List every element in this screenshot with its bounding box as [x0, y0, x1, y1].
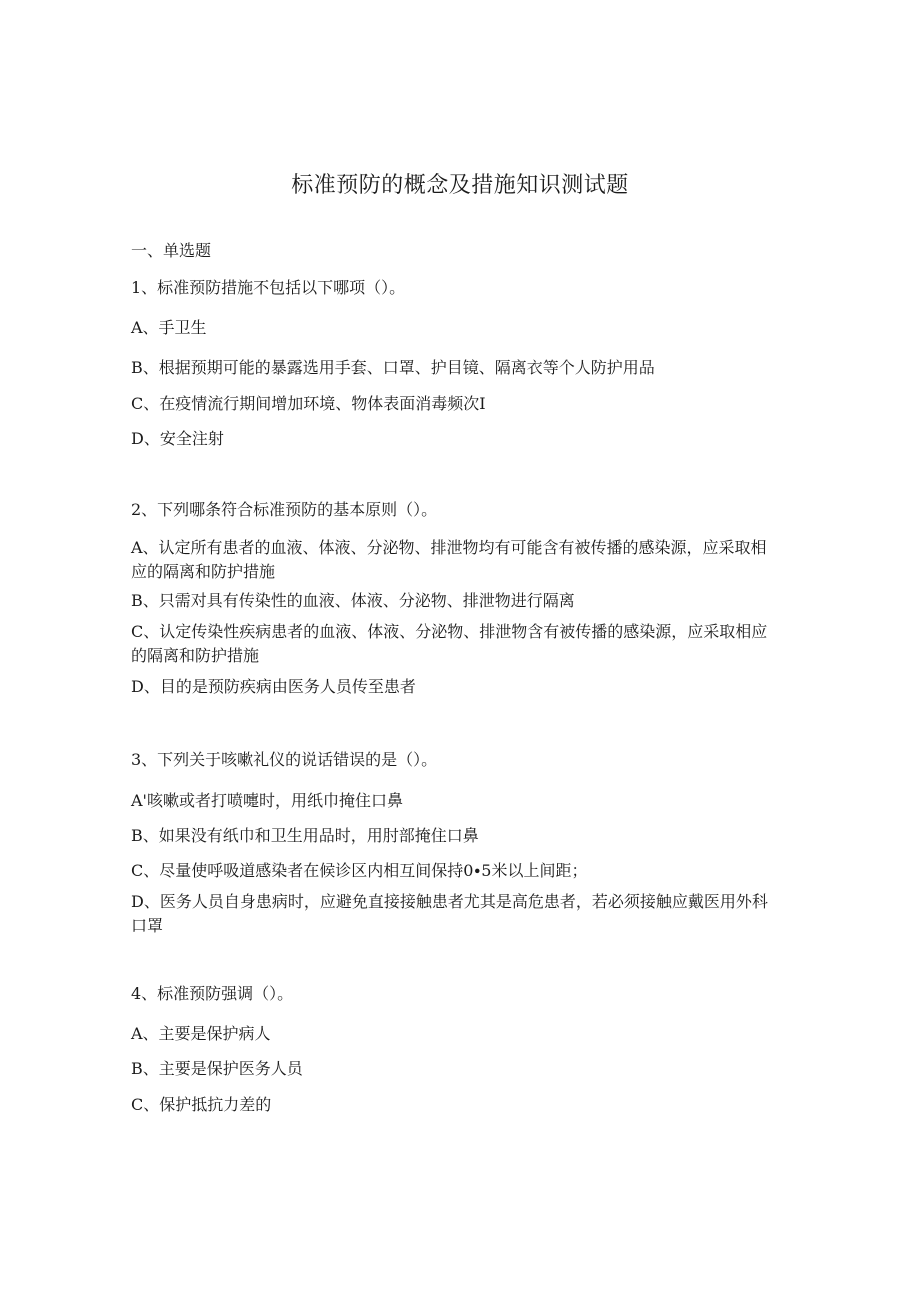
question-1-option-c: C、在疫情流行期间增加环境、物体表面消毒频次I [131, 394, 486, 413]
question-3-stem: 3、下列关于咳嗽礼仪的说话错误的是（）。 [131, 750, 438, 769]
page-title: 标准预防的概念及措施知识测试题 [291, 173, 629, 198]
question-3-option-c: C、尽量使呼吸道感染者在候诊区内相互间保持0∙5米以上间距； [131, 861, 588, 880]
question-1-option-d: D、安全注射 [131, 429, 224, 448]
question-4-option-b: B、主要是保护医务人员 [131, 1059, 303, 1078]
question-1-option-a: A、手卫生 [131, 318, 207, 337]
section-heading: 一、单选题 [131, 241, 212, 260]
question-4-option-c: C、保护抵抗力差的 [131, 1095, 272, 1114]
question-1-stem: 1、标准预防措施不包括以下哪项（）。 [131, 278, 406, 297]
question-3-option-a: A'咳嗽或者打喷嚏时，用纸巾掩住口鼻 [131, 791, 403, 810]
question-3-option-d: D、医务人员自身患病时，应避免直接接触患者尤其是高危患者，若必须接触应戴医用外科口罩 [131, 892, 768, 935]
question-2-option-b: B、只需对具有传染性的血液、体液、分泌物、排泄物进行隔离 [131, 591, 575, 610]
question-1-option-b: B、根据预期可能的暴露选用手套、口罩、护目镜、隔离衣等个人防护用品 [131, 358, 655, 377]
question-4-stem: 4、标准预防强调（）。 [131, 984, 294, 1003]
question-4-option-a: A、主要是保护病人 [131, 1024, 271, 1043]
question-2-option-d: D、目的是预防疾病由医务人员传至患者 [131, 677, 416, 696]
question-3-option-b: B、如果没有纸巾和卫生用品时，用肘部掩住口鼻 [131, 826, 479, 845]
question-2-stem: 2、下列哪条符合标准预防的基本原则（）。 [131, 500, 438, 519]
question-2-option-c: C、认定传染性疾病患者的血液、体液、分泌物、排泄物含有被传播的感染源，应采取相应的隔离和防护措施 [131, 622, 768, 665]
question-2-option-a: A、认定所有患者的血液、体液、分泌物、排泄物均有可能含有被传播的感染源，应采取相应的隔离和防护措施 [131, 538, 767, 581]
